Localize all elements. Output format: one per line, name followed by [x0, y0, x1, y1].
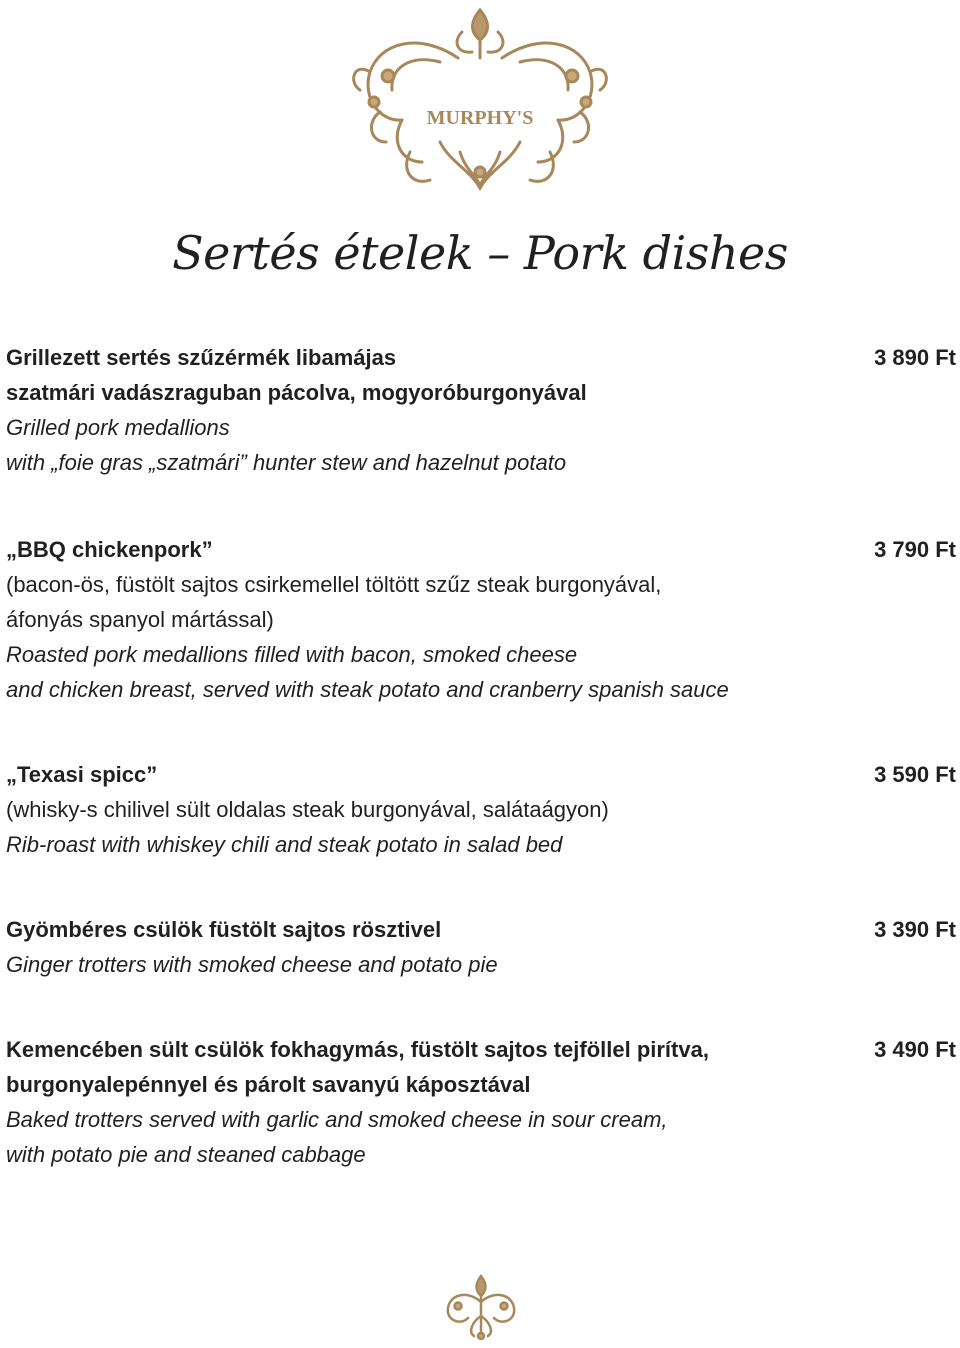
dish-hu-line: (bacon-ös, füstölt sajtos csirkemellel töltött szűz steak burgonyával,: [6, 572, 662, 597]
dish-en-line: Rib-roast with whiskey chili and steak potato in salad bed: [6, 832, 563, 857]
logo-text: MURPHY'S: [426, 107, 534, 129]
dish-name: „BBQ chickenpork”: [6, 537, 213, 562]
dish-item: [6, 340, 956, 480]
ornament-icon: [438, 1272, 524, 1342]
dish-hu-line: burgonyalepénnyel és párolt savanyú káposztával: [6, 1072, 531, 1097]
dish-price: 3 590 Ft: [874, 762, 956, 787]
dish-price: 3 390 Ft: [874, 917, 956, 942]
dish-hu-line: Grillezett sertés szűzérmék libamájas: [6, 345, 397, 370]
dish-hu-line: áfonyás spanyol mártással): [6, 607, 274, 632]
dish-item: [6, 757, 956, 862]
page-title: Sertés ételek – Pork dishes: [172, 226, 788, 280]
dish-en-line: with potato pie and steaned cabbage: [6, 1142, 366, 1167]
dish-name: „Texasi spicc”: [6, 762, 158, 787]
dish-item: [6, 1032, 956, 1172]
dish-en-line: Grilled pork medallions: [6, 415, 230, 440]
dish-en-line: with „foie gras „szatmári” hunter stew and hazelnut potato: [6, 450, 567, 475]
dish-item: [6, 532, 956, 707]
dish-hu-line: (whisky-s chilivel sült oldalas steak burgonyával, salátaágyon): [6, 797, 609, 822]
dish-hu-line: Gyömbéres csülök füstölt sajtos rösztivel: [6, 917, 442, 942]
murphys-logo: [340, 2, 620, 198]
dish-en-line: Ginger trotters with smoked cheese and potato pie: [6, 952, 498, 977]
dish-price: 3 890 Ft: [874, 345, 956, 370]
dish-item: [6, 912, 956, 982]
dish-hu-line: szatmári vadászraguban pácolva, mogyoróburgonyával: [6, 380, 587, 405]
dish-price: 3 490 Ft: [874, 1037, 956, 1062]
dish-en-line: and chicken breast, served with steak potato and cranberry spanish sauce: [6, 677, 729, 702]
dish-en-line: Roasted pork medallions filled with bacon, smoked cheese: [6, 642, 578, 667]
dish-hu-line: Kemencében sült csülök fokhagymás, füstölt sajtos tejföllel pirítva,: [6, 1037, 709, 1062]
dish-price: 3 790 Ft: [874, 537, 956, 562]
dish-en-line: Baked trotters served with garlic and smoked cheese in sour cream,: [6, 1107, 668, 1132]
